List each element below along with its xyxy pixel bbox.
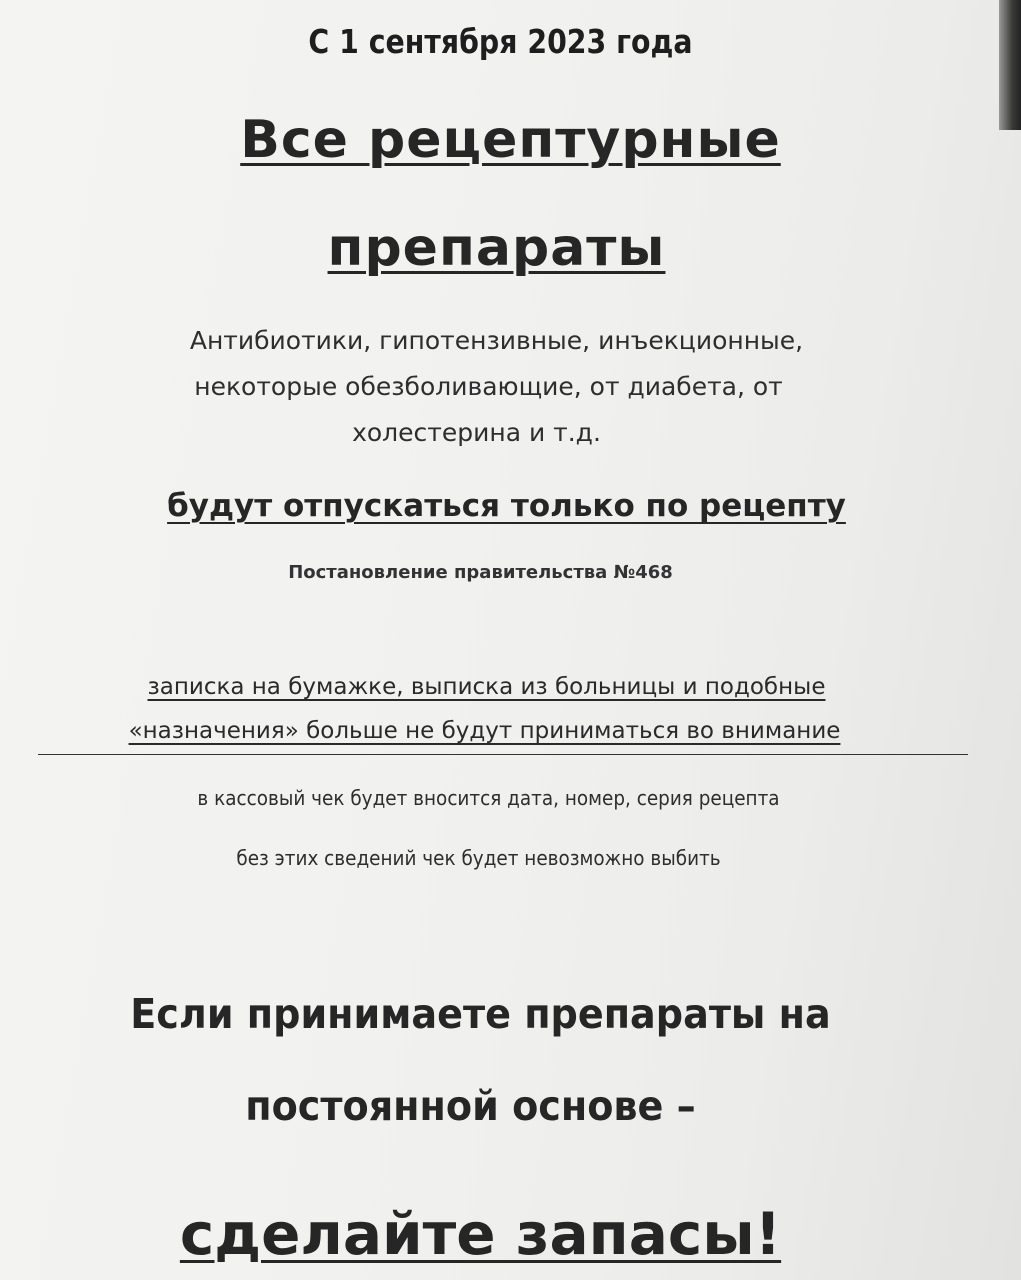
note-line-2-text: «назначения» больше не будут приниматься во внимание [128, 718, 841, 744]
decree-reference: Постановление правительства №468 [288, 562, 673, 583]
divider [38, 754, 968, 755]
note-line-1 [0, 674, 997, 700]
bottom-line-2: постоянной основе – [245, 1082, 696, 1130]
title-line-2-text: препараты [327, 218, 666, 278]
final-call-text: сделайте запасы! [179, 1200, 782, 1268]
description-line-1: Антибиотики, гипотензивные, инъекционные, [189, 326, 804, 355]
bottom-line-1: Если принимаете препараты на [130, 990, 831, 1038]
note-line-2 [0, 718, 995, 744]
title-line-1 [0, 110, 1021, 170]
final-call [0, 1200, 991, 1268]
prescription-only-heading [0, 488, 1017, 524]
date-heading: С 1 сентября 2023 года [308, 22, 693, 61]
receipt-line-1: в кассовый чек будет вносится дата, номер, серия рецепта [197, 786, 780, 810]
note-line-1-text: записка на бумажке, выписка из больницы и подобные [147, 674, 826, 700]
receipt-line-2: без этих сведений чек будет невозможно выбить [236, 846, 721, 870]
title-line-1-text: Все рецептурные [240, 110, 781, 170]
prescription-only-text: будут отпускаться только по рецепту [167, 488, 846, 524]
title-line-2 [0, 218, 1007, 278]
description-line-2: некоторые обезболивающие, от диабета, от [194, 372, 783, 401]
description-line-3: холестерина и т.д. [352, 418, 601, 447]
